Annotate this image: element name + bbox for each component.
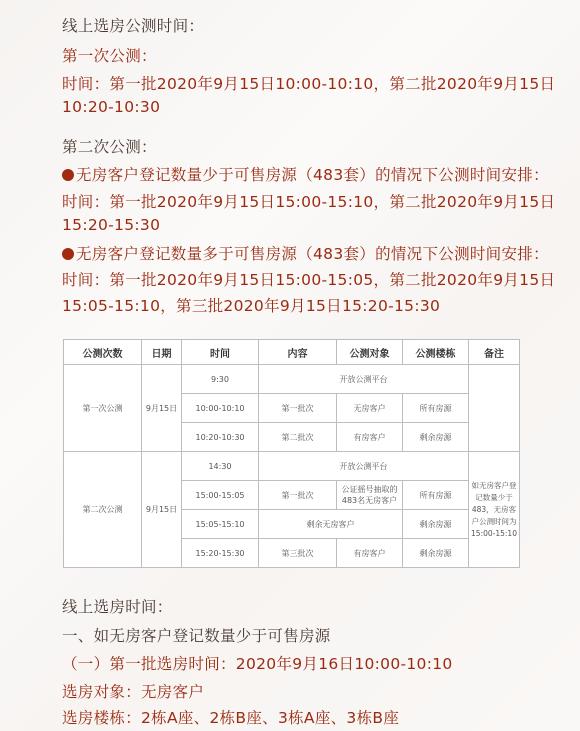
content-cell: 剩余无房客户 [259, 510, 403, 539]
bullet-dot-icon [62, 169, 74, 181]
time-cell: 15:05-15:10 [182, 510, 259, 539]
case-more-time-line1: 时间：第一批2020年9月15日15:00-15:05，第二批2020年9月15日 [62, 271, 556, 289]
building-cell: 剩余房源 [403, 510, 469, 539]
building-cell: 所有房源 [403, 481, 469, 510]
target-cell: 无房客户 [337, 394, 403, 423]
round-cell: 第一次公测 [64, 365, 142, 452]
target-cell: 公证摇号抽取的483名无房客户 [337, 481, 403, 510]
table-row [64, 365, 520, 394]
date-cell: 9月15日 [142, 365, 182, 452]
case-less-time-line1: 时间：第一批2020年9月15日15:00-15:10，第二批2020年9月15日 [62, 193, 556, 211]
time-cell: 10:00-10:10 [182, 394, 259, 423]
time-cell: 10:20-10:30 [182, 423, 259, 452]
header-building: 公测楼栋 [403, 340, 469, 365]
building-cell: 所有房源 [403, 394, 469, 423]
note-cell: 如无房客户登记数量少于483，无房客户公测时间为15:00-15:10 [469, 452, 520, 568]
table-header-row [64, 340, 520, 365]
time-cell: 14:30 [182, 452, 259, 481]
batch-cell: 第三批次 [259, 539, 337, 568]
table-row [64, 452, 520, 481]
first-test-time-line1: 时间：第一批2020年9月15日10:00-10:10，第二批2020年9月15日 [62, 75, 556, 93]
batch-cell: 第一批次 [259, 394, 337, 423]
date-cell: 9月15日 [142, 452, 182, 568]
building-cell: 剩余房源 [403, 539, 469, 568]
content-cell: 开放公测平台 [259, 452, 469, 481]
header-round: 公测次数 [64, 340, 142, 365]
online-selection-title: 线上选房时间： [62, 598, 173, 616]
header-note: 备注 [469, 340, 520, 365]
content-cell: 开放公测平台 [259, 365, 469, 394]
header-target: 公测对象 [337, 340, 403, 365]
public-test-title: 线上选房公测时间： [62, 17, 205, 35]
batch-cell: 第二批次 [259, 423, 337, 452]
selection-section-1: 一、如无房客户登记数量少于可售房源 [62, 627, 331, 645]
case-less-time-line2: 15:20-15:30 [62, 216, 161, 234]
header-content: 内容 [259, 340, 337, 365]
header-time: 时间 [182, 340, 259, 365]
header-date: 日期 [142, 340, 182, 365]
case-more-heading: 无房客户登记数量多于可售房源（483套）的情况下公测时间安排： [62, 242, 549, 264]
case-more-time-line2: 15:05-15:10，第三批2020年9月15日15:20-15:30 [62, 297, 441, 315]
bullet-dot-icon [62, 248, 74, 260]
case-less-heading: 无房客户登记数量少于可售房源（483套）的情况下公测时间安排： [62, 163, 549, 185]
selection-buildings: 选房楼栋：2栋A座、2栋B座、3栋A座、3栋B座 [62, 709, 400, 727]
schedule-table [63, 339, 520, 568]
time-cell: 9:30 [182, 365, 259, 394]
building-cell: 剩余房源 [403, 423, 469, 452]
time-cell: 15:20-15:30 [182, 539, 259, 568]
note-cell [469, 365, 520, 452]
first-test-time-line2: 10:20-10:30 [62, 98, 161, 116]
first-test-label: 第一次公测： [62, 47, 157, 65]
target-cell: 有房客户 [337, 539, 403, 568]
batch-cell: 第一批次 [259, 481, 337, 510]
target-cell: 有房客户 [337, 423, 403, 452]
first-batch-selection-time: （一）第一批选房时间：2020年9月16日10:00-10:10 [62, 655, 453, 673]
selection-target: 选房对象：无房客户 [62, 683, 205, 701]
second-test-label: 第二次公测： [62, 138, 157, 156]
round-cell: 第二次公测 [64, 452, 142, 568]
time-cell: 15:00-15:05 [182, 481, 259, 510]
